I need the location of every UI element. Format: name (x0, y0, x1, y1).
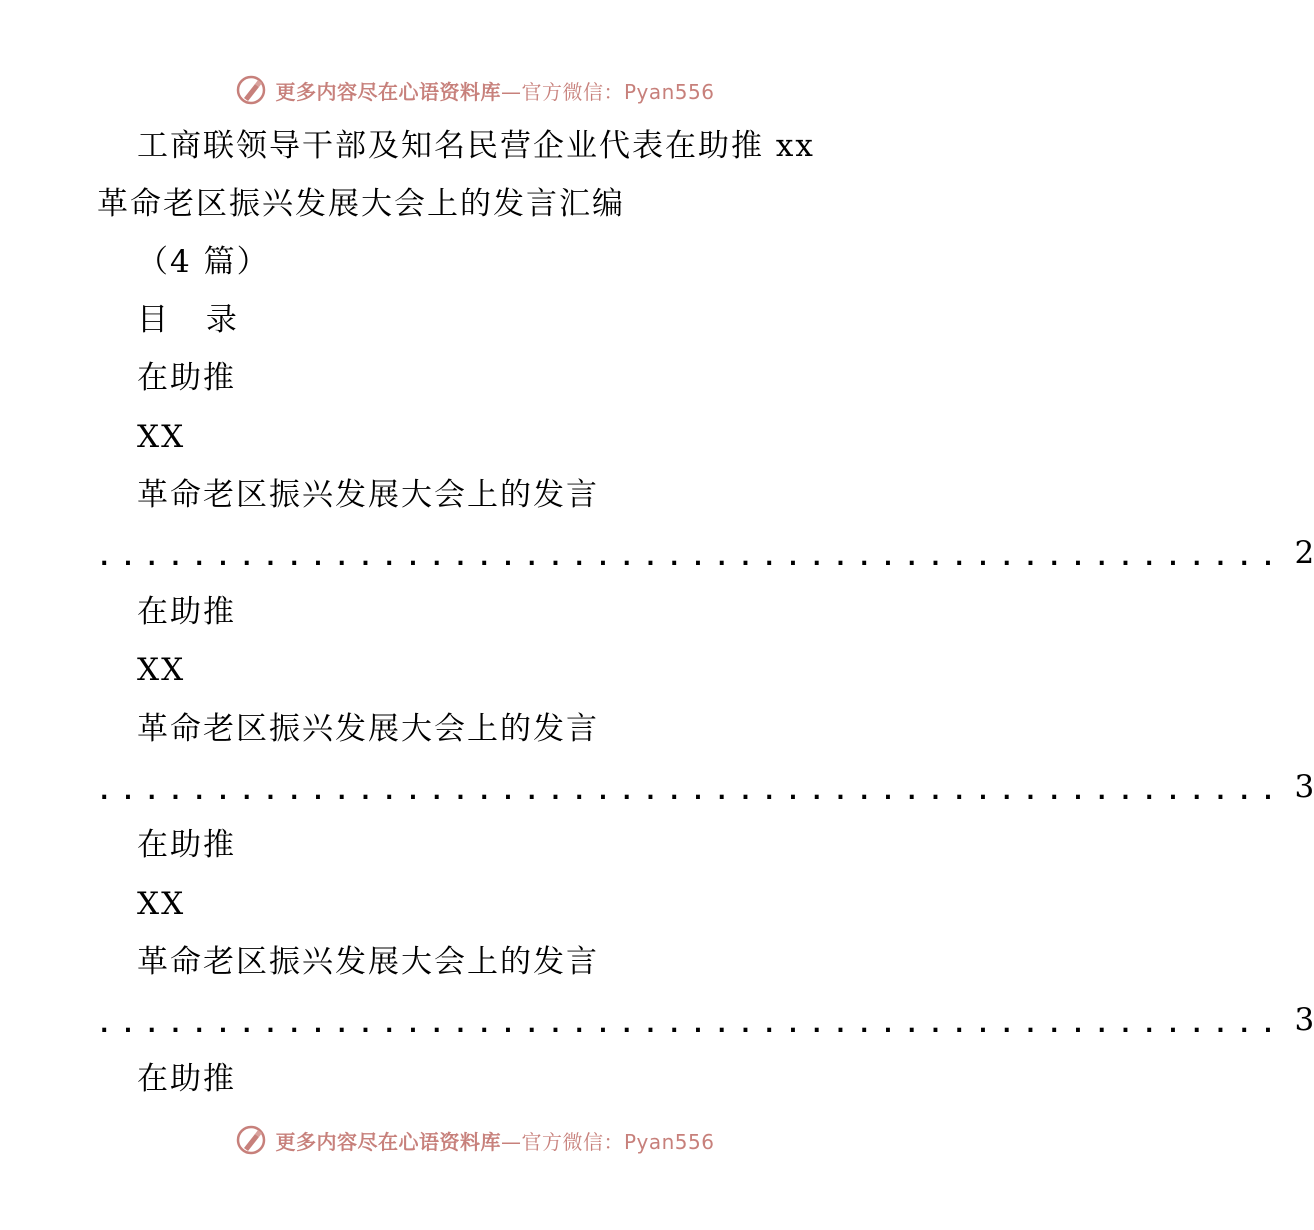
watermark-separator: — (500, 79, 522, 104)
toc-entry-2-page: 3 (1294, 769, 1314, 805)
toc-entry-1-line1[interactable]: 在助推 (137, 360, 236, 396)
watermark-brand: 更多内容尽在心语资料库 (275, 1129, 501, 1154)
toc-entry-2-leader[interactable] (97, 769, 1314, 805)
pen-logo-icon (235, 1124, 267, 1156)
toc-heading: 目 录 (137, 302, 251, 338)
dot-leader: .................................................. (97, 543, 1285, 571)
pen-logo-icon (235, 74, 267, 106)
watermark-contact: 官方微信：Pyan556 (521, 79, 715, 104)
toc-entry-1-page: 2 (1294, 535, 1314, 571)
toc-entry-4-line1[interactable]: 在助推 (137, 1061, 236, 1097)
header-watermark (0, 70, 950, 110)
toc-entry-1-line3[interactable]: 革命老区振兴发展大会上的发言 (137, 477, 599, 513)
toc-entry-3-page: 3 (1294, 1002, 1314, 1038)
toc-entry-1-leader[interactable] (97, 535, 1314, 571)
document-title-line1: 工商联领导干部及知名民营企业代表在助推 xx (137, 128, 815, 164)
toc-entry-2-line3[interactable]: 革命老区振兴发展大会上的发言 (137, 711, 599, 747)
toc-entry-3-line1[interactable]: 在助推 (137, 827, 236, 863)
watermark-text (275, 1126, 714, 1155)
watermark-contact: 官方微信：Pyan556 (521, 1129, 715, 1154)
document-title-line2: 革命老区振兴发展大会上的发言汇编 (97, 186, 625, 222)
article-count: （4 篇） (137, 244, 270, 280)
footer-watermark (0, 1120, 950, 1160)
toc-entry-2-line1[interactable]: 在助推 (137, 594, 236, 630)
watermark-separator: — (500, 1129, 522, 1154)
dot-leader: .................................................. (97, 777, 1285, 805)
dot-leader: .................................................. (97, 1010, 1285, 1038)
toc-entry-3-line3[interactable]: 革命老区振兴发展大会上的发言 (137, 944, 599, 980)
watermark-brand: 更多内容尽在心语资料库 (275, 79, 501, 104)
toc-entry-3-line2[interactable]: XX (137, 886, 186, 922)
toc-entry-2-line2[interactable]: XX (137, 652, 186, 688)
watermark-text (275, 76, 714, 105)
toc-entry-1-line2[interactable]: XX (137, 419, 186, 455)
toc-entry-3-leader[interactable] (97, 1002, 1314, 1038)
